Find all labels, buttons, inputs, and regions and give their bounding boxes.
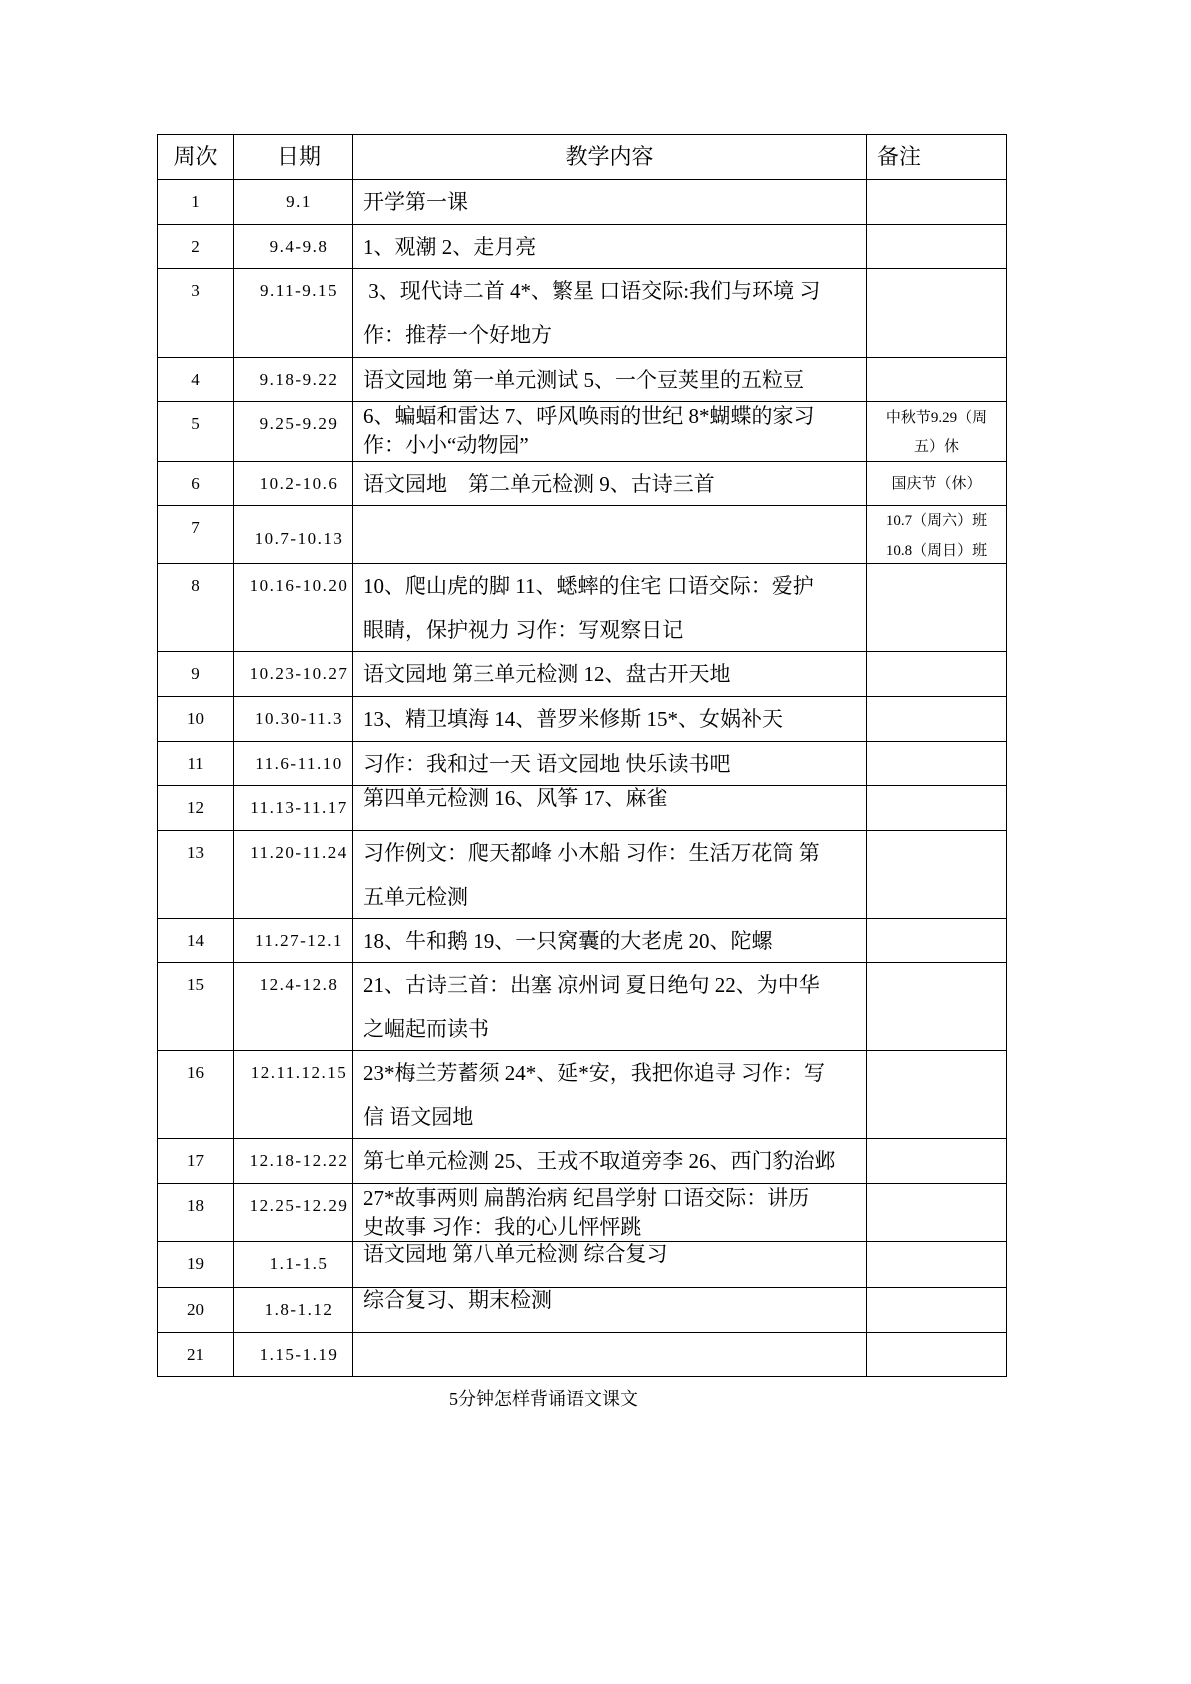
content-line: 18、牛和鹅 19、一只窝囊的大老虎 20、陀螺 (363, 929, 773, 953)
content-line: 史故事 习作：我的心儿怦怦跳 (363, 1215, 642, 1239)
note-cell (867, 506, 1006, 563)
date-cell: 9.11-9.15 (234, 269, 352, 357)
date-cell: 12.25-12.29 (234, 1184, 352, 1241)
note-cell (867, 1051, 1006, 1138)
content-cell (353, 225, 866, 268)
schedule-table (157, 134, 1007, 1377)
date-cell: 10.16-10.20 (234, 564, 352, 651)
week-cell: 3 (158, 269, 233, 357)
content-line: 之崛起而读书 (363, 1017, 489, 1041)
date-cell: 10.23-10.27 (234, 652, 352, 696)
note-cell (867, 269, 1006, 357)
content-line: 语文园地 第一单元测试 5、一个豆荚里的五粒豆 (363, 368, 804, 392)
date-cell: 10.30-11.3 (234, 697, 352, 741)
date-cell: 12.11.12.15 (234, 1051, 352, 1138)
date-cell: 12.4-12.8 (234, 963, 352, 1050)
content-line: 习作例文：爬天都峰 小木船 习作：生活万花筒 第 (363, 841, 820, 865)
week-cell: 18 (158, 1184, 233, 1241)
note-cell (867, 831, 1006, 918)
content-line: 21、古诗三首：出塞 凉州词 夏日绝句 22、为中华 (363, 973, 820, 997)
date-cell: 10.7-10.13 (234, 506, 352, 563)
week-cell: 7 (158, 506, 233, 563)
date-cell: 9.4-9.8 (234, 225, 352, 268)
content-cell (353, 1288, 866, 1332)
content-line: 6、蝙蝠和雷达 7、呼风唤雨的世纪 8*蝴蝶的家习 (363, 404, 815, 428)
week-cell: 16 (158, 1051, 233, 1138)
note-line: 中秋节9.29（周 (885, 410, 988, 426)
week-cell: 21 (158, 1333, 233, 1376)
content-line: 语文园地 第三单元检测 12、盘古开天地 (363, 662, 731, 686)
week-cell: 6 (158, 462, 233, 505)
note-line: 10.8（周日）班 (885, 543, 988, 559)
content-cell (353, 402, 866, 461)
content-cell (353, 1139, 866, 1183)
note-cell (867, 652, 1006, 696)
content-line: 眼睛，保护视力 习作：写观察日记 (363, 618, 684, 642)
note-cell (867, 1184, 1006, 1241)
week-cell: 4 (158, 358, 233, 401)
note-cell (867, 225, 1006, 268)
note-cell (867, 786, 1006, 830)
content-cell (353, 831, 866, 918)
note-cell (867, 1139, 1006, 1183)
week-cell: 9 (158, 652, 233, 696)
week-cell: 19 (158, 1242, 233, 1287)
content-cell (353, 742, 866, 785)
header-week: 周次 (158, 135, 233, 179)
note-cell (867, 697, 1006, 741)
week-cell: 1 (158, 180, 233, 224)
week-cell: 17 (158, 1139, 233, 1183)
content-cell (353, 564, 866, 651)
date-cell: 11.20-11.24 (234, 831, 352, 918)
content-cell (353, 919, 866, 962)
content-cell (353, 652, 866, 696)
content-line: 综合复习、期末检测 (363, 1288, 552, 1312)
week-cell: 5 (158, 402, 233, 461)
date-cell: 9.18-9.22 (234, 358, 352, 401)
week-cell: 20 (158, 1288, 233, 1332)
content-cell (353, 269, 866, 357)
date-cell: 11.6-11.10 (234, 742, 352, 785)
content-line: 第四单元检测 16、风筝 17、麻雀 (363, 786, 668, 810)
date-cell: 12.18-12.22 (234, 1139, 352, 1183)
note-cell (867, 1333, 1006, 1376)
content-line: 10、爬山虎的脚 11、蟋蟀的住宅 口语交际：爱护 (363, 574, 814, 598)
note-cell (867, 564, 1006, 651)
date-cell: 11.27-12.1 (234, 919, 352, 962)
note-cell (867, 402, 1006, 461)
week-cell: 12 (158, 786, 233, 830)
week-cell: 14 (158, 919, 233, 962)
date-cell: 11.13-11.17 (234, 786, 352, 830)
content-cell (353, 1333, 866, 1376)
content-cell (353, 1184, 866, 1241)
note-line: 国庆节（休） (891, 476, 982, 492)
week-cell: 8 (158, 564, 233, 651)
date-cell: 9.25-9.29 (234, 402, 352, 461)
week-cell: 11 (158, 742, 233, 785)
content-line: 语文园地 第八单元检测 综合复习 (363, 1242, 668, 1266)
note-cell (867, 180, 1006, 224)
content-cell (353, 462, 866, 505)
note-cell (867, 742, 1006, 785)
content-line: 信 语文园地 (363, 1105, 474, 1129)
date-cell: 10.2-10.6 (234, 462, 352, 505)
note-cell (867, 462, 1006, 505)
content-cell (353, 963, 866, 1050)
content-line: 作：小小“动物园” (363, 433, 529, 457)
note-line: 10.7（周六）班 (885, 513, 988, 529)
content-cell (353, 506, 866, 563)
content-line: 3、现代诗二首 4*、繁星 口语交际:我们与环境 习 (363, 279, 821, 303)
content-cell (353, 697, 866, 741)
content-line: 语文园地 第二单元检测 9、古诗三首 (363, 472, 715, 496)
content-line: 27*故事两则 扁鹊治病 纪昌学射 口语交际：讲历 (363, 1186, 810, 1210)
note-cell (867, 963, 1006, 1050)
content-cell (353, 786, 866, 830)
note-cell (867, 1288, 1006, 1332)
header-content: 教学内容 (353, 135, 866, 179)
content-cell (353, 1242, 866, 1287)
content-line: 习作：我和过一天 语文园地 快乐读书吧 (363, 752, 731, 776)
week-cell: 13 (158, 831, 233, 918)
content-cell (353, 180, 866, 224)
content-line: 13、精卫填海 14、普罗米修斯 15*、女娲补天 (363, 707, 783, 731)
week-cell: 2 (158, 225, 233, 268)
date-cell: 9.1 (234, 180, 352, 224)
content-line: 五单元检测 (363, 885, 468, 909)
note-cell (867, 358, 1006, 401)
header-date: 日期 (234, 135, 352, 179)
content-cell (353, 358, 866, 401)
content-line: 23*梅兰芳蓄须 24*、延*安，我把你追寻 习作：写 (363, 1061, 825, 1085)
header-note: 备注 (867, 135, 1006, 179)
content-line: 作：推荐一个好地方 (363, 323, 552, 347)
week-cell: 15 (158, 963, 233, 1050)
content-cell (353, 1051, 866, 1138)
content-line: 第七单元检测 25、王戎不取道旁李 26、西门豹治邺 (363, 1149, 836, 1173)
note-cell (867, 1242, 1006, 1287)
week-cell: 10 (158, 697, 233, 741)
content-line: 1、观潮 2、走月亮 (363, 235, 537, 259)
content-line: 开学第一课 (363, 190, 468, 214)
date-cell: 1.15-1.19 (234, 1333, 352, 1376)
note-line: 五）休 (913, 439, 959, 455)
note-cell (867, 919, 1006, 962)
date-cell: 1.1-1.5 (234, 1242, 352, 1287)
page-caption: 5分钟怎样背诵语文课文 (449, 1389, 638, 1409)
date-cell: 1.8-1.12 (234, 1288, 352, 1332)
